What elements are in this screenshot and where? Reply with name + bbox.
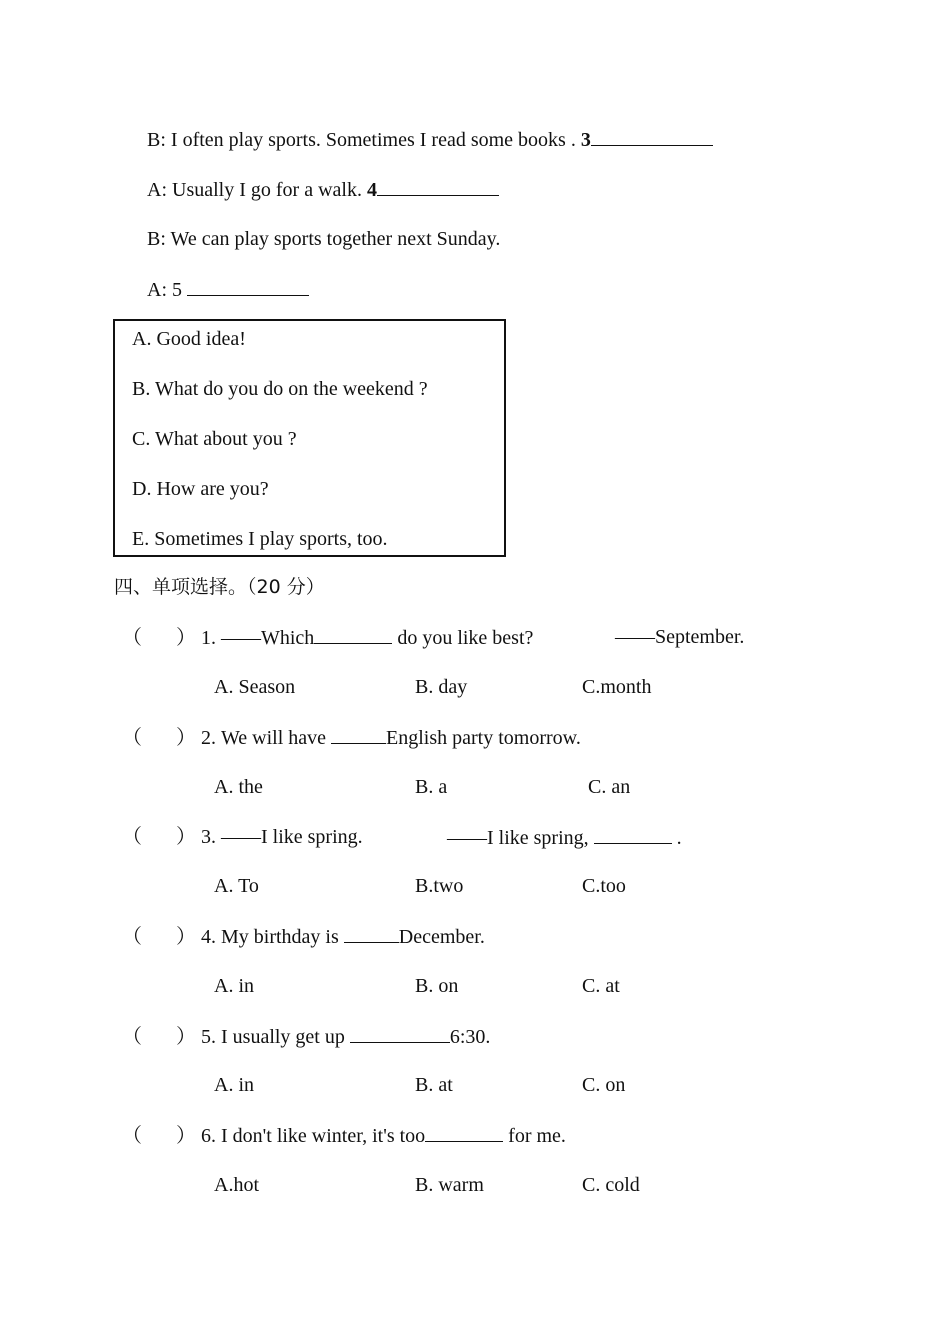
question-stem-end: do you like best? — [397, 627, 534, 649]
question-4 — [122, 924, 485, 949]
answer-blank[interactable] — [350, 1024, 450, 1043]
speaker: A: — [147, 179, 167, 201]
q1-option-a[interactable]: A. Season — [214, 676, 296, 698]
question-stem: My birthday is — [221, 926, 339, 948]
answer-blank[interactable] — [425, 1123, 503, 1142]
answer-paren-close[interactable]: ） — [176, 1026, 196, 1048]
dialogue-text: We can play sports together next Sunday. — [170, 228, 501, 250]
question-stem: We will have — [221, 727, 327, 749]
question-stem: I usually get up — [221, 1026, 345, 1048]
question-1-reply: ——September. — [615, 626, 745, 648]
q3-option-c[interactable]: C.too — [582, 875, 626, 897]
answer-blank[interactable] — [187, 277, 309, 296]
answer-paren-close[interactable]: ） — [176, 627, 196, 649]
option-text: Good idea! — [156, 328, 246, 350]
question-stem: ——Which — [221, 627, 315, 649]
question-6 — [122, 1123, 566, 1148]
blank-number: 5 — [172, 279, 182, 301]
option-letter: A. — [132, 328, 152, 350]
question-5 — [122, 1024, 490, 1049]
answer-paren-open[interactable]: （ — [122, 727, 142, 749]
question-3 — [122, 825, 363, 849]
option-a — [132, 327, 246, 351]
option-e — [132, 527, 388, 551]
dialogue-line-4 — [147, 277, 309, 302]
q5-option-a[interactable]: A. in — [214, 1074, 254, 1096]
answer-paren-close[interactable]: ） — [176, 727, 196, 749]
blank-number: 4 — [366, 179, 377, 201]
answer-blank[interactable] — [591, 127, 713, 146]
q2-option-a[interactable]: A. the — [214, 776, 263, 798]
reply-end: . — [676, 827, 682, 849]
answer-paren-open[interactable]: （ — [122, 826, 142, 848]
option-letter: C. — [132, 428, 151, 450]
answer-paren-close[interactable]: ） — [176, 826, 196, 848]
question-number: 5. — [201, 1026, 216, 1048]
q6-option-a[interactable]: A.hot — [214, 1174, 259, 1196]
option-letter: D. — [132, 478, 152, 500]
dialogue-line-3 — [147, 227, 500, 251]
option-text: How are you? — [156, 478, 269, 500]
q5-option-c[interactable]: C. on — [582, 1074, 626, 1096]
answer-blank[interactable] — [331, 725, 386, 744]
reply-text: ——I like spring, — [447, 827, 589, 849]
section-heading: 四、单项选择。（20 分） — [114, 576, 325, 598]
answer-blank[interactable] — [377, 177, 499, 196]
question-number: 6. — [201, 1125, 216, 1147]
answer-blank[interactable] — [594, 825, 672, 844]
option-letter: B. — [132, 378, 151, 400]
answer-paren-open[interactable]: （ — [122, 926, 142, 948]
question-number: 3. — [201, 826, 216, 848]
question-stem: ——I like spring. — [221, 826, 363, 848]
speaker: A: — [147, 279, 167, 301]
question-stem-end: 6:30. — [449, 1026, 491, 1048]
dialogue-text: I often play sports. Sometimes I read some books . — [170, 129, 576, 151]
q1-option-b[interactable]: B. day — [415, 676, 468, 698]
question-stem-end: December. — [398, 926, 485, 948]
option-b — [132, 377, 428, 401]
option-text: What do you do on the weekend ? — [154, 378, 428, 400]
q6-option-b[interactable]: B. warm — [415, 1174, 484, 1196]
question-1 — [122, 625, 533, 650]
question-number: 1. — [201, 627, 216, 649]
option-d — [132, 477, 269, 501]
question-number: 4. — [201, 926, 216, 948]
q4-option-a[interactable]: A. in — [214, 975, 254, 997]
question-3-reply — [447, 825, 682, 850]
option-c — [132, 427, 297, 451]
answer-blank[interactable] — [344, 924, 399, 943]
option-letter: E. — [132, 528, 150, 550]
q3-option-b[interactable]: B.two — [415, 875, 464, 897]
answer-paren-close[interactable]: ） — [176, 1125, 196, 1147]
q1-option-c[interactable]: C.month — [582, 676, 652, 698]
dialogue-line-2 — [147, 177, 499, 202]
speaker: B: — [147, 228, 166, 250]
option-text: Sometimes I play sports, too. — [154, 528, 388, 550]
dialogue-line-1 — [147, 127, 713, 152]
q2-option-b[interactable]: B. a — [415, 776, 448, 798]
answer-paren-open[interactable]: （ — [122, 1125, 142, 1147]
q3-option-a[interactable]: A. To — [214, 875, 259, 897]
blank-number: 3 — [580, 129, 591, 151]
question-stem-end: for me. — [508, 1125, 566, 1147]
question-number: 2. — [201, 727, 216, 749]
q4-option-b[interactable]: B. on — [415, 975, 459, 997]
question-stem-end: English party tomorrow. — [386, 727, 581, 749]
q5-option-b[interactable]: B. at — [415, 1074, 453, 1096]
answer-paren-open[interactable]: （ — [122, 1026, 142, 1048]
q6-option-c[interactable]: C. cold — [582, 1174, 640, 1196]
answer-blank[interactable] — [314, 625, 392, 644]
speaker: B: — [147, 129, 166, 151]
option-text: What about you ? — [154, 428, 297, 450]
q4-option-c[interactable]: C. at — [582, 975, 620, 997]
question-2 — [122, 725, 581, 750]
answer-paren-close[interactable]: ） — [176, 926, 196, 948]
q2-option-c[interactable]: C. an — [588, 776, 631, 798]
dialogue-text: Usually I go for a walk. — [172, 179, 362, 201]
answer-paren-open[interactable]: （ — [122, 627, 142, 649]
question-stem: I don't like winter, it's too — [221, 1125, 426, 1147]
